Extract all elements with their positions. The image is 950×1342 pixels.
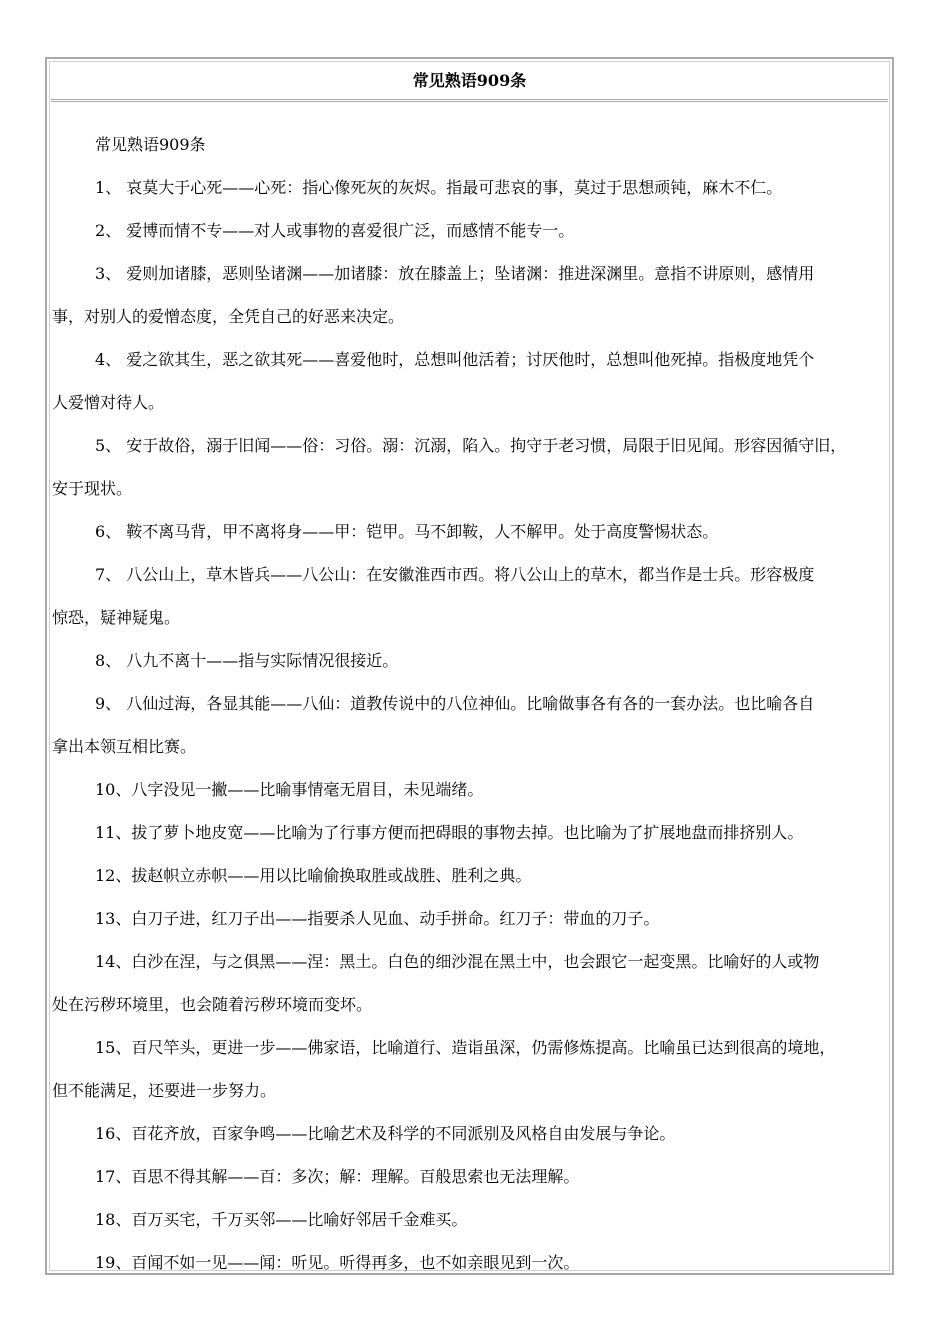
idiom-line: 18、百万买宅，千万买邻——比喻好邻居千金难买。: [95, 1210, 468, 1229]
idiom-line: 7、 八公山上，草木皆兵——八公山：在安徽淮西市西。将八公山上的草木，都当作是士兵。形容极度: [95, 565, 815, 584]
idiom-line: 2、 爱博而情不专——对人或事物的喜爱很广泛，而感情不能专一。: [95, 221, 575, 240]
idiom-line: 3、 爱则加诸膝，恶则坠诸渊——加诸膝：放在膝盖上；坠诸渊：推进深渊里。意指不讲原则，感情用: [95, 264, 815, 283]
idiom-line: 安于现状。: [52, 479, 133, 498]
idiom-line: 6、 鞍不离马背，甲不离将身——甲：铠甲。马不卸鞍，人不解甲。处于高度警惕状态。: [95, 522, 719, 541]
idiom-line: 14、白沙在涅，与之俱黑——涅：黑土。白色的细沙混在黑土中，也会跟它一起变黑。比喻好的人或物: [95, 952, 820, 971]
idiom-line: 19、百闻不如一见——闻：听见。听得再多，也不如亲眼见到一次。: [95, 1253, 580, 1272]
document-heading: 常见熟语909条: [95, 135, 206, 154]
idiom-line: 16、百花齐放，百家争鸣——比喻艺术及科学的不同派别及风格自由发展与争论。: [95, 1124, 676, 1143]
document-title: 常见熟语909条: [51, 63, 888, 102]
idiom-line: 4、 爱之欲其生，恶之欲其死——喜爱他时，总想叫他活着；讨厌他时，总想叫他死掉。指极度地凭个: [95, 350, 815, 369]
idiom-list: [52, 166, 888, 1284]
idiom-line: 处在污秽环境里，也会随着污秽环境而变坏。: [52, 995, 373, 1014]
idiom-line: 拿出本领互相比赛。: [52, 737, 197, 756]
idiom-line: 15、百尺竿头，更进一步——佛家语，比喻道行、造诣虽深，仍需修炼提高。比喻虽已达到很高的境地，: [95, 1038, 836, 1057]
idiom-line: 惊恐，疑神疑鬼。: [52, 608, 181, 627]
idiom-line: 9、 八仙过海，各显其能——八仙：道教传说中的八位神仙。比喻做事各有各的一套办法。也比喻各自: [95, 694, 815, 713]
idiom-line: 17、百思不得其解——百：多次；解：理解。百般思索也无法理解。: [95, 1167, 580, 1186]
document-frame: [45, 57, 894, 1275]
idiom-line: 10、八字没见一撇——比喻事情毫无眉目，未见端绪。: [95, 780, 484, 799]
idiom-line: 人爱憎对待人。: [52, 393, 165, 412]
idiom-line: 1、 哀莫大于心死——心死：指心像死灰的灰烬。指最可悲哀的事，莫过于思想顽钝，麻木不仁。: [95, 178, 783, 197]
idiom-line: 但不能满足，还要进一步努力。: [52, 1081, 277, 1100]
idiom-line: 事，对别人的爱憎态度，全凭自己的好恶来决定。: [52, 307, 405, 326]
idiom-line: 13、白刀子进，红刀子出——指要杀人见血、动手拼命。红刀子：带血的刀子。: [95, 909, 660, 928]
document-body: [52, 123, 888, 1284]
idiom-line: 8、 八九不离十——指与实际情况很接近。: [95, 651, 399, 670]
idiom-line: 5、 安于故俗，溺于旧闻——俗：习俗。溺：沉溺，陷入。拘守于老习惯，局限于旧见闻。形容因循守旧，: [95, 436, 847, 455]
idiom-line: 11、拔了萝卜地皮宽——比喻为了行事方便而把碍眼的事物去掉。也比喻为了扩展地盘而排挤别人。: [95, 823, 804, 842]
idiom-line: 12、拔赵帜立赤帜——用以比喻偷换取胜或战胜、胜利之典。: [95, 866, 532, 885]
